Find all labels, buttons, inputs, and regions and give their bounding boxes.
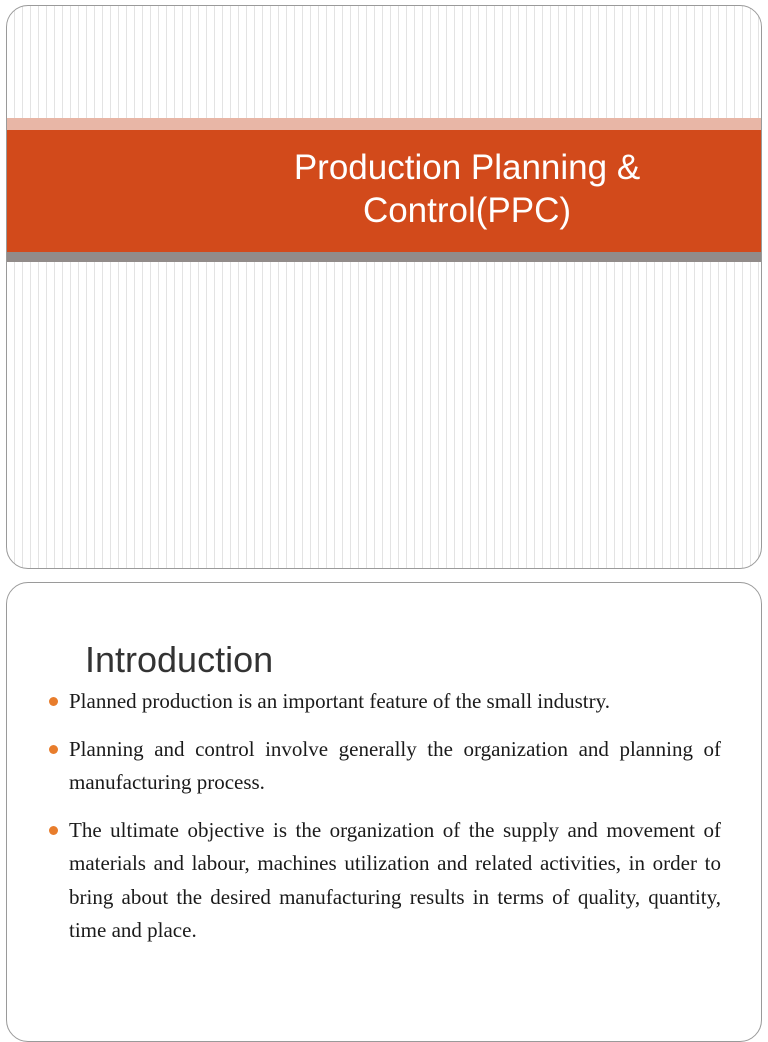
title-band-bottom-stripe (7, 252, 761, 262)
content-slide (6, 582, 762, 1042)
bullet-list (69, 685, 721, 962)
bullet-text: Planned production is an important feature of the small industry. (69, 689, 611, 713)
bullet-dot-icon (49, 745, 58, 754)
slide-heading: Introduction (85, 639, 274, 680)
bullet-item (69, 814, 721, 948)
title-band-top-stripe (7, 118, 761, 130)
bullet-dot-icon (49, 697, 58, 706)
title-slide (6, 5, 762, 569)
bullet-text: Planning and control involve generally the organization and planning of manufacturing process. (69, 736, 721, 794)
slide-title (207, 146, 727, 232)
slide-title-line-2: Control(PPC) (362, 191, 572, 230)
bullet-text: The ultimate objective is the organization of the supply and movement of materials and labour, machines utilization and related activities, in order to bring about the desired manufacturing results in terms of quality, quantity, time and place. (69, 817, 721, 942)
slide-title-line-1: Production Planning & (293, 148, 641, 187)
bullet-item (69, 685, 721, 719)
bullet-dot-icon (49, 826, 58, 835)
bullet-item (69, 733, 721, 800)
